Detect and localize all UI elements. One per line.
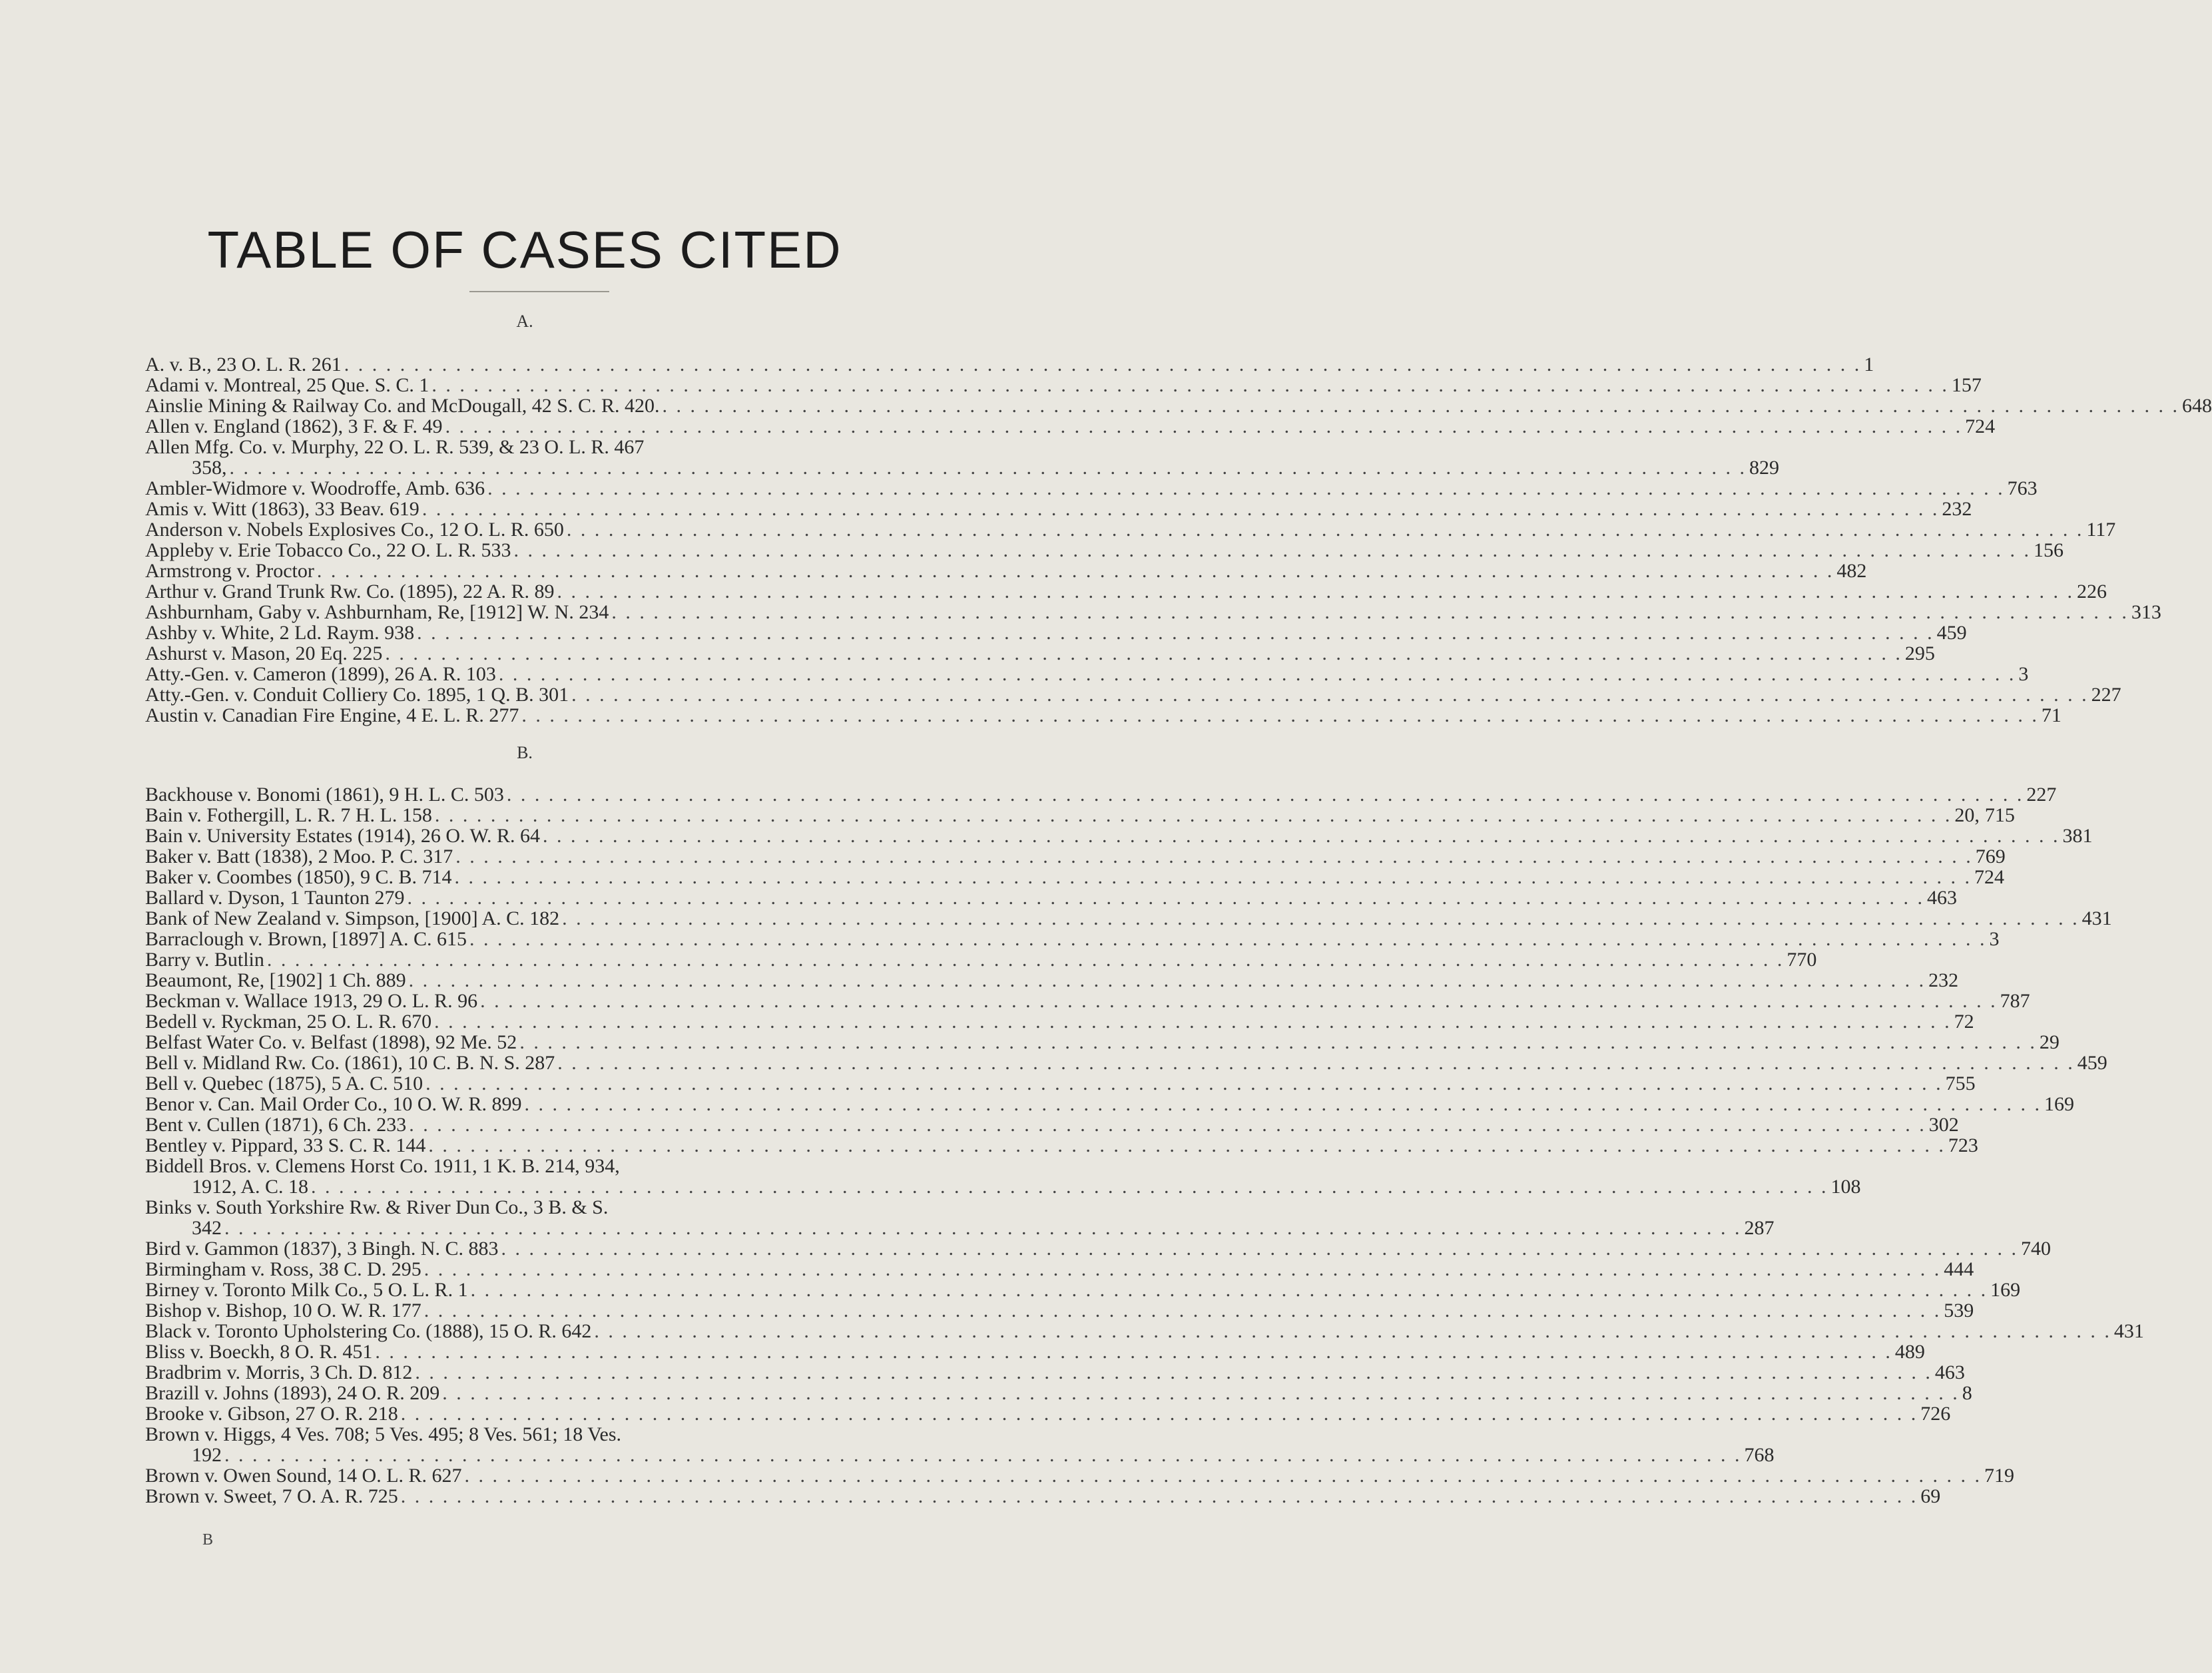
case-citation: Ballard v. Dyson, 1 Taunton 279 [145, 887, 405, 909]
page-number: 227 [2091, 684, 2121, 706]
case-citation: Ambler-Widmore v. Woodroffe, Amb. 636 [145, 477, 485, 499]
case-entry [145, 1031, 2060, 1053]
page-number: 431 [2113, 1320, 2144, 1342]
page-number: 72 [1954, 1011, 1974, 1033]
case-entry [145, 887, 1958, 909]
dot-leader [562, 908, 2079, 929]
page-number: 463 [1927, 887, 1958, 909]
case-entry [145, 1052, 2107, 1074]
page-number: 8 [1962, 1382, 1972, 1404]
case-citation: Bliss v. Boeckh, 8 O. R. 451 [145, 1341, 373, 1363]
page-number: 295 [1904, 642, 1935, 664]
case-citation: Bank of New Zealand v. Simpson, [1900] A. C. 182 [145, 907, 560, 929]
case-citation: Brown v. Sweet, 7 O. A. R. 725 [145, 1485, 398, 1507]
case-citation: Ashby v. White, 2 Ld. Raym. 938 [145, 622, 415, 644]
dot-leader [455, 846, 1973, 867]
dot-leader [611, 602, 2129, 622]
page-number: 287 [1744, 1217, 1775, 1239]
dot-leader [409, 970, 1926, 991]
case-entry [145, 581, 2107, 602]
case-citation: Binks v. South Yorkshire Rw. & River Dun Co., 3 B. & S. [145, 1196, 609, 1218]
dot-leader [344, 354, 1862, 375]
dot-leader [267, 949, 1785, 970]
dot-leader [455, 867, 1972, 887]
page-number: 719 [1984, 1465, 2015, 1487]
page-number: 829 [1749, 457, 1779, 479]
page-number: 3 [2018, 663, 2029, 685]
page-number: 463 [1934, 1361, 1965, 1383]
page-number: 117 [2086, 519, 2116, 541]
page-number: 226 [2076, 581, 2107, 602]
case-entry [145, 784, 2057, 806]
case-citation: Amis v. Witt (1863), 33 Beav. 619 [145, 498, 419, 520]
page-number: 29 [2039, 1031, 2060, 1053]
page-number: 444 [1944, 1258, 1974, 1280]
case-entry [145, 1279, 2021, 1301]
page-number: 770 [1787, 949, 1817, 971]
page-title: TABLE OF CASES CITED [207, 220, 842, 279]
dot-leader [557, 1053, 2075, 1073]
case-citation: Brooke v. Gibson, 27 O. R. 218 [145, 1403, 398, 1425]
case-citation: Ashburnham, Gaby v. Ashburnham, Re, [1912] W. N. 234 [145, 601, 609, 623]
dot-leader [525, 1094, 2042, 1114]
case-citation: Bishop v. Bishop, 10 O. W. R. 177 [145, 1300, 421, 1321]
case-list-a [145, 354, 2212, 726]
case-entry [145, 560, 1867, 582]
dot-leader [408, 887, 1925, 908]
dot-leader [424, 1259, 1942, 1280]
page-number: 232 [1942, 498, 1972, 520]
case-entry [145, 1423, 1775, 1466]
dot-leader [417, 622, 1934, 643]
case-entry [145, 622, 1967, 644]
dot-leader [499, 664, 2016, 684]
case-entry [145, 990, 2030, 1012]
case-entry [145, 642, 1935, 664]
case-entry [145, 663, 2029, 685]
case-entry [145, 415, 1996, 437]
case-entry [145, 498, 1972, 520]
case-citation: Ashurst v. Mason, 20 Eq. 225 [145, 642, 383, 664]
case-citation-continued: 192 [192, 1444, 222, 1466]
case-citation: Anderson v. Nobels Explosives Co., 12 O. L. R. 650 [145, 519, 564, 541]
dot-leader [507, 784, 2024, 805]
page-number: 157 [1951, 374, 1982, 396]
page-number: 726 [1920, 1403, 1951, 1425]
dot-leader [230, 457, 1747, 478]
case-entry [145, 866, 2005, 888]
case-citation: Backhouse v. Bonomi (1861), 9 H. L. C. 503 [145, 784, 504, 806]
case-citation: Atty.-Gen. v. Cameron (1899), 26 A. R. 103 [145, 663, 496, 685]
case-entry [145, 684, 2121, 706]
dot-leader [663, 395, 2180, 416]
case-entry [145, 601, 2161, 623]
case-citation: Belfast Water Co. v. Belfast (1898), 92 Me. 52 [145, 1031, 517, 1053]
case-citation: Bain v. Fothergill, L. R. 7 H. L. 158 [145, 804, 432, 826]
dot-leader [428, 1135, 1946, 1156]
case-entry [145, 1403, 1951, 1425]
page-number: 3 [1989, 928, 2000, 950]
title-rule [469, 291, 609, 292]
page-number: 459 [2077, 1052, 2107, 1074]
page-number: 740 [2021, 1238, 2052, 1260]
dot-leader [469, 929, 1987, 949]
page-number: 169 [1990, 1279, 2021, 1301]
case-citation: Bedell v. Ryckman, 25 O. L. R. 670 [145, 1011, 432, 1033]
page-number: 755 [1945, 1073, 1976, 1094]
page-number: 648 [2182, 395, 2212, 417]
case-entry [145, 804, 2015, 826]
dot-leader [425, 1073, 1943, 1094]
page-number: 227 [2026, 784, 2057, 806]
dot-leader [415, 1362, 1932, 1383]
case-citation: Brown v. Owen Sound, 14 O. L. R. 627 [145, 1465, 462, 1487]
dot-leader [557, 581, 2074, 602]
dot-leader [521, 705, 2039, 726]
dot-leader [424, 1300, 1942, 1321]
dot-leader [422, 499, 1940, 519]
page-number: 482 [1836, 560, 1867, 582]
dot-leader [431, 375, 1949, 395]
section-heading-b: B. [517, 743, 533, 762]
case-entry [145, 825, 2093, 847]
dot-leader [375, 1341, 1892, 1362]
case-citation: Adami v. Montreal, 25 Que. S. C. 1 [145, 374, 429, 396]
page-number: 723 [1948, 1134, 1978, 1156]
dot-leader [409, 1114, 1926, 1135]
case-citation: A. v. B., 23 O. L. R. 261 [145, 354, 342, 375]
case-entry [145, 704, 2062, 726]
case-citation: Allen v. England (1862), 3 F. & F. 49 [145, 415, 443, 437]
case-citation: Bird v. Gammon (1837), 3 Bingh. N. C. 883 [145, 1238, 499, 1260]
case-entry [145, 1093, 2075, 1115]
dot-leader [487, 478, 2005, 499]
page-number: 156 [2033, 539, 2064, 561]
case-entry [145, 969, 1959, 991]
dot-leader [480, 991, 1998, 1011]
page-number: 1 [1864, 354, 1874, 375]
case-entry [145, 1155, 1861, 1198]
case-entry [145, 845, 2006, 867]
page-number: 715 [1984, 804, 2015, 826]
page-number: 108 [1830, 1176, 1861, 1198]
case-citation: Bradbrim v. Morris, 3 Ch. D. 812 [145, 1361, 413, 1383]
case-citation: Bain v. University Estates (1914), 26 O. W. R. 64 [145, 825, 541, 847]
case-entry [145, 354, 1874, 375]
dot-leader [519, 1032, 2037, 1053]
page-number: 763 [2007, 477, 2038, 499]
page-number: 768 [1744, 1444, 1775, 1466]
page-number: 232 [1928, 969, 1959, 991]
case-citation-continued: 342 [192, 1217, 222, 1239]
page-number: 724 [1974, 866, 2005, 888]
case-citation: Bell v. Midland Rw. Co. (1861), 10 C. B. N. S. 287 [145, 1052, 555, 1074]
dot-leader [401, 1403, 1918, 1424]
case-entry [145, 907, 2112, 929]
case-entry [145, 1300, 1974, 1321]
case-entry [145, 1341, 1925, 1363]
case-citation: Barraclough v. Brown, [1897] A. C. 615 [145, 928, 467, 950]
dot-leader [471, 1280, 1988, 1300]
case-entry [145, 1196, 1775, 1239]
case-citation-continued: 1912, A. C. 18 [192, 1176, 309, 1198]
dot-leader [401, 1486, 1918, 1507]
dot-leader [435, 805, 1952, 826]
dot-leader [513, 540, 2031, 561]
page-number: 724 [1965, 415, 1996, 437]
case-entry [145, 1114, 1959, 1136]
case-entry [145, 1258, 1974, 1280]
page-number: 169 [2044, 1093, 2075, 1115]
case-entry [145, 436, 1779, 479]
case-citation: Austin v. Canadian Fire Engine, 4 E. L. R. 277 [145, 704, 519, 726]
case-citation: Atty.-Gen. v. Conduit Colliery Co. 1895, 1 Q. B. 301 [145, 684, 569, 706]
case-entry [145, 928, 2000, 950]
dot-leader [224, 1445, 1742, 1465]
dot-leader [317, 561, 1834, 581]
case-entry [145, 1238, 2052, 1260]
case-entry [145, 1320, 2144, 1342]
case-citation: Black v. Toronto Upholstering Co. (1888), 15 O. R. 642 [145, 1320, 592, 1342]
case-citation: Bentley v. Pippard, 33 S. C. R. 144 [145, 1134, 426, 1156]
case-citation: Birmingham v. Ross, 38 C. D. 295 [145, 1258, 421, 1280]
case-citation: Arthur v. Grand Trunk Rw. Co. (1895), 22 A. R. 89 [145, 581, 555, 602]
case-entry [145, 1382, 1972, 1404]
case-entry [145, 477, 2038, 499]
case-entry [145, 519, 2116, 541]
case-citation: Bell v. Quebec (1875), 5 A. C. 510 [145, 1073, 423, 1094]
dot-leader [445, 416, 1963, 437]
case-citation-continued: 358, [192, 457, 227, 479]
case-citation: Bent v. Cullen (1871), 6 Ch. 233 [145, 1114, 407, 1136]
page-number: 431 [2081, 907, 2112, 929]
dot-leader [434, 1011, 1952, 1032]
case-citation: Biddell Bros. v. Clemens Horst Co. 1911, 1 K. B. 214, 934, [145, 1155, 620, 1177]
case-entry [145, 1011, 1974, 1033]
dot-leader [501, 1238, 2019, 1259]
page-number: 71 [2041, 704, 2062, 726]
case-entry [145, 395, 2212, 417]
case-entry [145, 1465, 2015, 1487]
case-citation: Baker v. Batt (1838), 2 Moo. P. C. 317 [145, 845, 453, 867]
page-number: 381 [2062, 825, 2093, 847]
case-citation: Benor v. Can. Mail Order Co., 10 O. W. R. 899 [145, 1093, 522, 1115]
page-number: 69 [1920, 1485, 1941, 1507]
case-entry [145, 374, 1982, 396]
case-citation: Baker v. Coombes (1850), 9 C. B. 714 [145, 866, 452, 888]
case-entry [145, 1073, 1976, 1094]
page-number: 769 [1975, 845, 2006, 867]
additional-page-ref: 20, [1954, 804, 1980, 826]
case-citation: Ainslie Mining & Railway Co. and McDougall, 42 S. C. R. 420. [145, 395, 660, 417]
dot-leader [571, 684, 2089, 705]
page-number: 539 [1944, 1300, 1974, 1321]
page-number: 302 [1928, 1114, 1959, 1136]
dot-leader [311, 1176, 1828, 1197]
case-entry [145, 1134, 1978, 1156]
dot-leader [543, 826, 2060, 846]
page-number: 489 [1894, 1341, 1925, 1363]
dot-leader [224, 1218, 1742, 1238]
dot-leader [465, 1465, 1982, 1486]
case-citation: Barry v. Butlin [145, 949, 264, 971]
page-number: 787 [2000, 990, 2030, 1012]
case-citation: Brown v. Higgs, 4 Ves. 708; 5 Ves. 495; 8 Ves. 561; 18 Ves. [145, 1423, 622, 1445]
case-citation: Brazill v. Johns (1893), 24 O. R. 209 [145, 1382, 440, 1404]
page-number: 459 [1936, 622, 1967, 644]
case-citation: Allen Mfg. Co. v. Murphy, 22 O. L. R. 539, & 23 O. L. R. 467 [145, 436, 645, 458]
case-entry [145, 539, 2064, 561]
section-heading-a: A. [516, 312, 533, 331]
case-citation: Appleby v. Erie Tobacco Co., 22 O. L. R. 533 [145, 539, 511, 561]
case-entry [145, 1361, 1965, 1383]
case-entry [145, 949, 1817, 971]
case-entry [145, 1485, 1941, 1507]
case-citation: Beaumont, Re, [1902] 1 Ch. 889 [145, 969, 406, 991]
case-citation: Birney v. Toronto Milk Co., 5 O. L. R. 1 [145, 1279, 468, 1301]
dot-leader [442, 1383, 1960, 1403]
dot-leader [594, 1321, 2111, 1341]
case-citation: Armstrong v. Proctor [145, 560, 314, 582]
signature-mark: B [202, 1531, 214, 1549]
page-number: 313 [2131, 601, 2161, 623]
dot-leader [385, 643, 1902, 664]
case-citation: Beckman v. Wallace 1913, 29 O. L. R. 96 [145, 990, 478, 1012]
dot-leader [567, 519, 2084, 540]
case-list-b [145, 784, 2144, 1507]
